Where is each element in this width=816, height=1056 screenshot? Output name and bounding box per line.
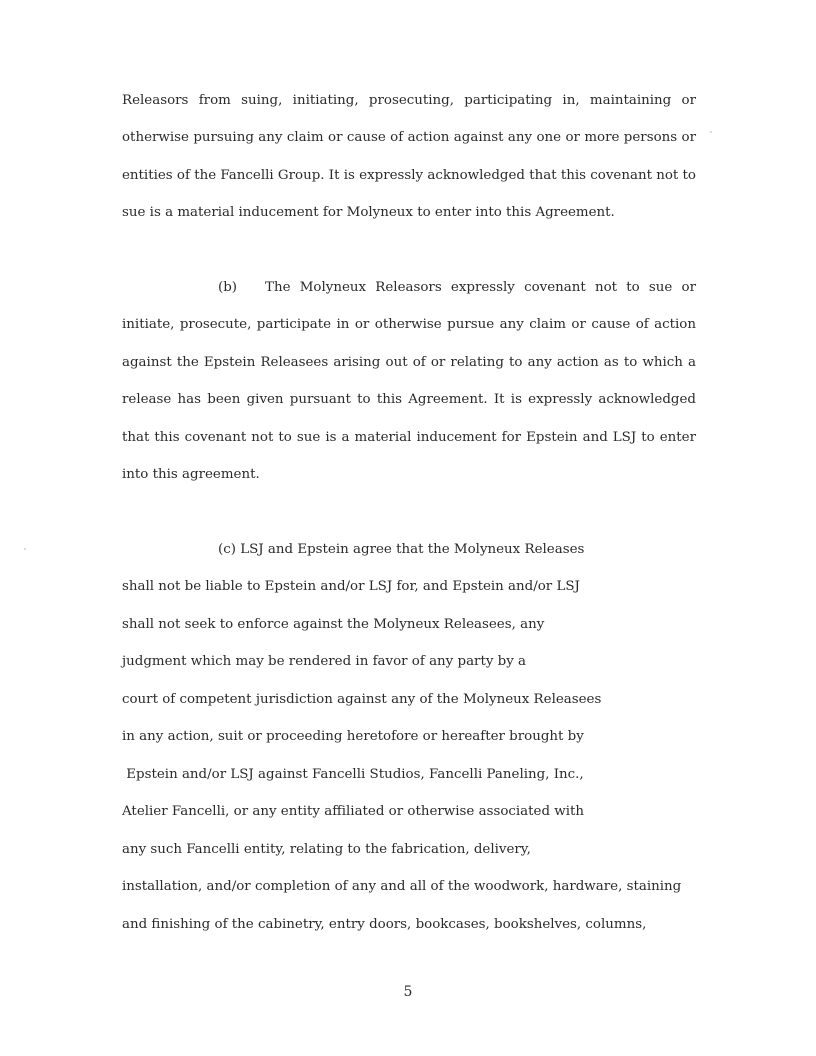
scan-speck (24, 548, 26, 550)
paragraph-c-line: Atelier Fancelli, or any entity affiliated or otherwise associated with (122, 804, 585, 819)
paragraph-b-line: that this covenant not to sue is a material inducement for Epstein and LSJ to enter (122, 430, 696, 445)
paragraph-b-line: initiate, prosecute, participate in or otherwise pursue any claim or cause of action (122, 317, 696, 332)
paragraph-b-line: release has been given pursuant to this Agreement. It is expressly acknowledged (122, 392, 696, 407)
paragraph-c-first-line: (c) LSJ and Epstein agree that the Molyneux Releases (218, 542, 585, 557)
paragraph-c-line: shall not be liable to Epstein and/or LSJ for, and Epstein and/or LSJ (122, 579, 580, 594)
paragraph-a-line: sue is a material inducement for Molyneux to enter into this Agreement. (122, 205, 615, 220)
paragraph-b-marker: (b) (218, 280, 238, 295)
paragraph-c-line: and finishing of the cabinetry, entry doors, bookcases, bookshelves, columns, (122, 917, 647, 932)
paragraph-c-line: in any action, suit or proceeding heretofore or hereafter brought by (122, 729, 584, 744)
paragraph-b-first-text: The Molyneux Releasors expressly covenant not to sue or (265, 280, 696, 295)
paragraph-c-line: shall not seek to enforce against the Molyneux Releasees, any (122, 617, 545, 632)
scan-speck (710, 131, 712, 133)
paragraph-c-line: court of competent jurisdiction against any of the Molyneux Releasees (122, 692, 602, 707)
paragraph-b-line: into this agreement. (122, 467, 260, 482)
paragraph-a-line: otherwise pursuing any claim or cause of action against any one or more persons or (122, 130, 696, 145)
paragraph-a-line: Releasors from suing, initiating, prosecuting, participating in, maintaining or (122, 93, 696, 108)
paragraph-b-first-line (218, 279, 696, 297)
paragraph-c-line: judgment which may be rendered in favor of any party by a (122, 654, 527, 669)
paragraph-c-line: Epstein and/or LSJ against Fancelli Studios, Fancelli Paneling, Inc., (122, 767, 584, 782)
page-number: 5 (403, 984, 413, 1000)
paragraph-c-line: installation, and/or completion of any and all of the woodwork, hardware, staining (122, 879, 682, 894)
paragraph-b-line: against the Epstein Releasees arising out of or relating to any action as to which a (122, 355, 696, 370)
paragraph-a-line: entities of the Fancelli Group. It is expressly acknowledged that this covenant not to (122, 168, 696, 183)
paragraph-c-line: any such Fancelli entity, relating to the fabrication, delivery, (122, 842, 531, 857)
